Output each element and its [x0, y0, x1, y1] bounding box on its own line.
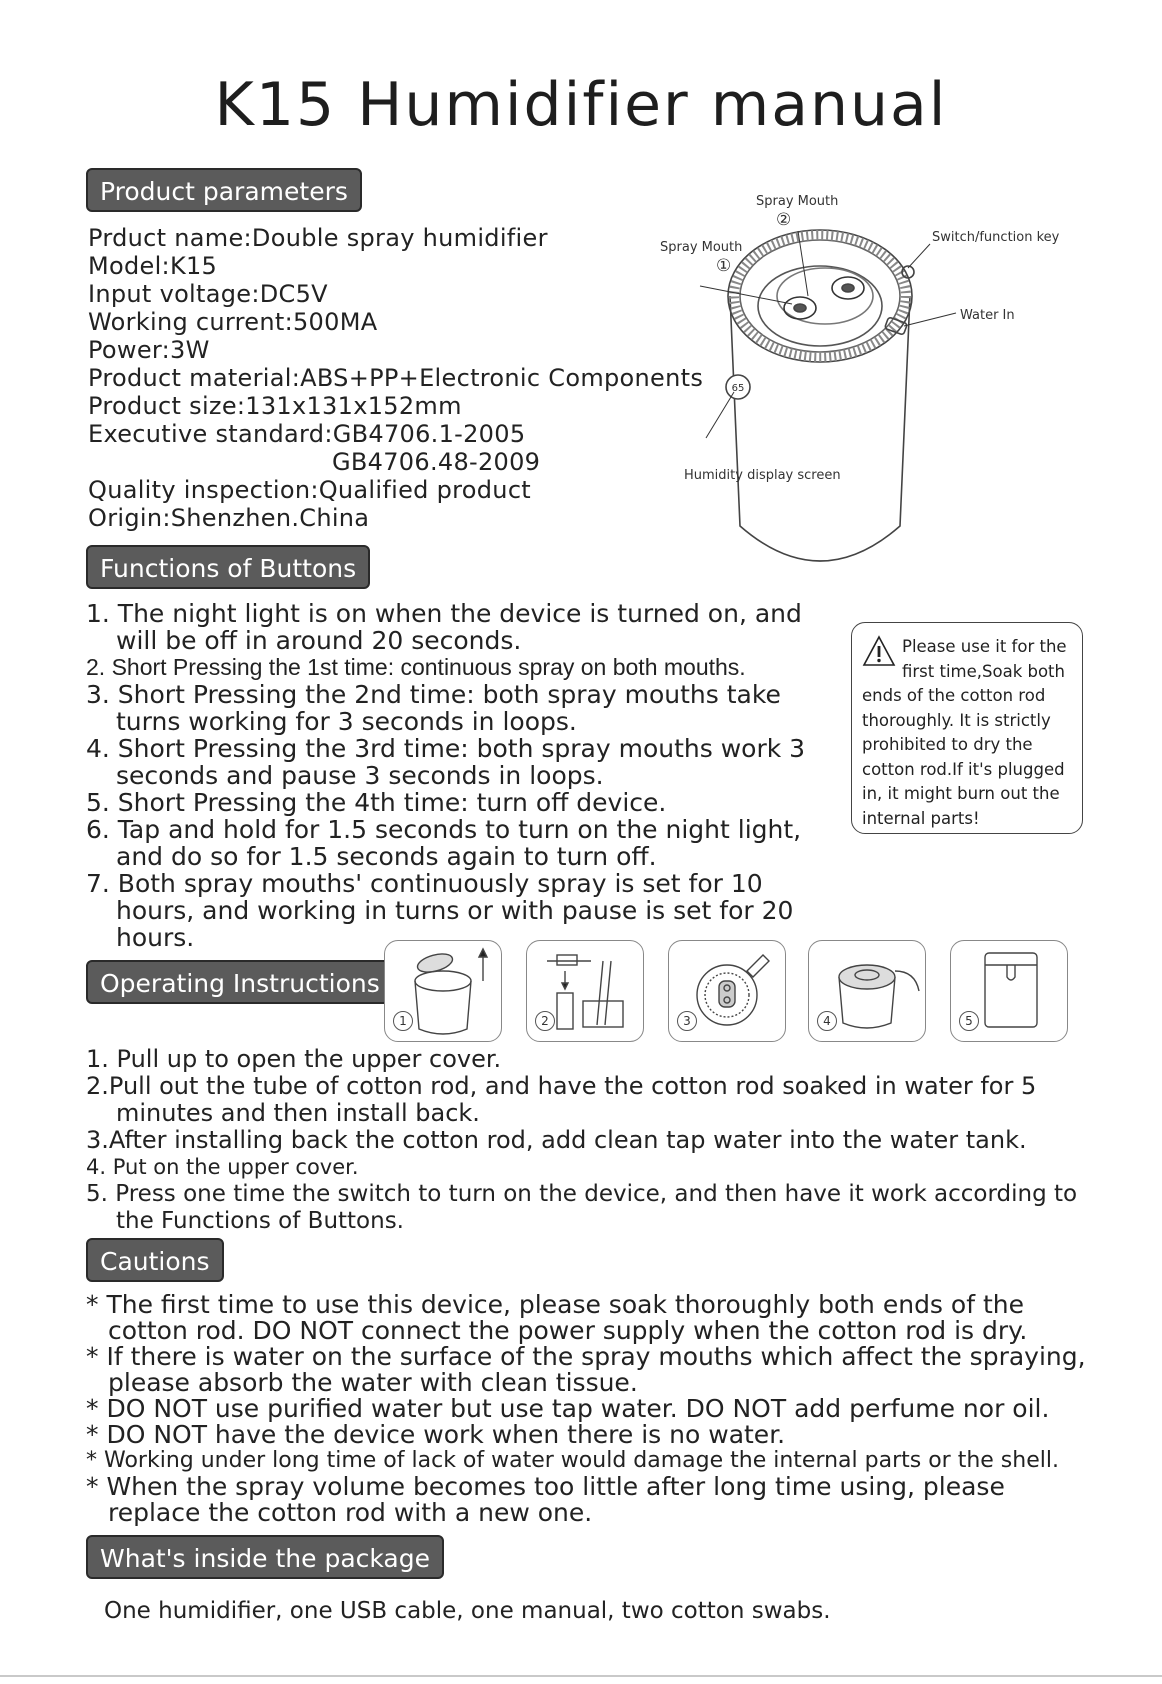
param-model: Model:K15 — [88, 252, 218, 280]
param-power: Power:3W — [88, 336, 210, 364]
label-spray-mouth-1: Spray Mouth — [660, 240, 743, 255]
warning-box — [851, 622, 1083, 834]
param-working-current: Working current:500MA — [88, 308, 378, 336]
param-product-name: Prduct name:Double spray humidifier — [88, 224, 548, 252]
package-contents: One humidifier, one USB cable, one manual, two cotton swabs. — [104, 1598, 831, 1624]
function-item: 5. Short Pressing the 4th time: turn off device. — [86, 788, 667, 817]
step-illustration — [384, 940, 502, 1042]
step-number: 5 — [959, 1011, 979, 1031]
step-number: 4 — [817, 1011, 837, 1031]
param-standard: Executive standard:GB4706.1-2005 — [88, 420, 526, 448]
cautions-list — [86, 1292, 1096, 1526]
param-origin: Origin:Shenzhen.China — [88, 504, 370, 532]
function-item: 6. Tap and hold for 1.5 seconds to turn on the night light, and do so for 1.5 seconds again to turn off. — [86, 815, 802, 871]
section-header-functions: Functions of Buttons — [86, 545, 370, 589]
label-num-1: ① — [716, 256, 732, 276]
step-illustration — [526, 940, 644, 1042]
operating-item: 3.After installing back the cotton rod, add clean tap water into the water tank. — [86, 1126, 1027, 1154]
warning-line-2: first time,Soak both — [902, 661, 1065, 681]
param-standard-2: GB4706.48-2009 — [332, 448, 541, 476]
param-material: Product material:ABS+PP+Electronic Components — [88, 364, 704, 392]
function-item: 3. Short Pressing the 2nd time: both spray mouths take turns working for 3 seconds in loops. — [86, 680, 781, 736]
caution-item: * DO NOT have the device work when there is no water. — [86, 1420, 786, 1449]
section-header-operating: Operating Instructions — [86, 960, 394, 1004]
label-water-in: Water In — [960, 308, 1015, 323]
product-parameters-list — [88, 224, 703, 532]
operating-item: 2.Pull out the tube of cotton rod, and have the cotton rod soaked in water for 5 minutes and then install back. — [86, 1072, 1037, 1127]
warning-text: ends of the cotton rod thoroughly. It is strictly prohibited to dry the cotton rod.If it's plugged in, it might burn out the internal parts! — [862, 686, 1065, 828]
operating-item: 5. Press one time the switch to turn on the device, and then have it work according to the Functions of Buttons. — [86, 1181, 1078, 1234]
page-title: K15 Humidifier manual — [214, 70, 948, 140]
operating-item: 4. Put on the upper cover. — [86, 1155, 359, 1179]
function-item: 7. Both spray mouths' continuously spray is set for 10 hours, and working in turns or with pause is set for 20 hours. — [86, 869, 794, 952]
caution-item: * If there is water on the surface of the spray mouths which affect the spraying, please absorb the water with clean tissue. — [86, 1342, 1086, 1397]
function-item: 4. Short Pressing the 3rd time: both spray mouths work 3 seconds and pause 3 seconds in loops. — [86, 734, 806, 790]
param-input-voltage: Input voltage:DC5V — [88, 280, 328, 308]
step-illustration — [950, 940, 1068, 1042]
section-header-product-parameters: Product parameters — [86, 168, 362, 212]
step-illustration — [808, 940, 926, 1042]
operating-item: 1. Pull up to open the upper cover. — [86, 1045, 502, 1073]
bottom-divider — [0, 1675, 1162, 1677]
step-illustration — [668, 940, 786, 1042]
caution-item: * When the spray volume becomes too little after long time using, please replace the cotton rod with a new one. — [86, 1472, 1005, 1527]
warning-icon — [862, 635, 896, 667]
param-size: Product size:131x131x152mm — [88, 392, 462, 420]
step-number: 1 — [393, 1011, 413, 1031]
caution-item: * The first time to use this device, please soak thoroughly both ends of the cotton rod. DO NOT connect the power supply when the cotton rod is dry. — [86, 1290, 1028, 1345]
label-spray-mouth-2: Spray Mouth — [756, 194, 839, 209]
display-readout: 65 — [731, 383, 745, 394]
label-switch-key: Switch/function key — [932, 230, 1060, 245]
caution-item: * Working under long time of lack of water would damage the internal parts or the shell. — [86, 1448, 1059, 1473]
function-item: 2. Short Pressing the 1st time: continuous spray on both mouths. — [86, 654, 746, 680]
operating-instructions-list — [86, 1046, 1096, 1235]
caution-item: * DO NOT use purified water but use tap water. DO NOT add perfume nor oil. — [86, 1394, 1050, 1423]
label-humidity-display: Humidity display screen — [684, 468, 841, 483]
functions-list — [86, 600, 846, 951]
param-quality: Quality inspection:Qualified product — [88, 476, 532, 504]
section-header-cautions: Cautions — [86, 1238, 224, 1282]
humidifier-diagram — [660, 196, 1100, 600]
step-number: 3 — [677, 1011, 697, 1031]
section-header-package: What's inside the package — [86, 1535, 444, 1579]
function-item: 1. The night light is on when the device is turned on, and will be off in around 20 seconds. — [86, 599, 802, 655]
warning-line-1: Please use it for the — [902, 637, 1067, 656]
label-num-2: ② — [776, 210, 792, 230]
step-number: 2 — [535, 1011, 555, 1031]
